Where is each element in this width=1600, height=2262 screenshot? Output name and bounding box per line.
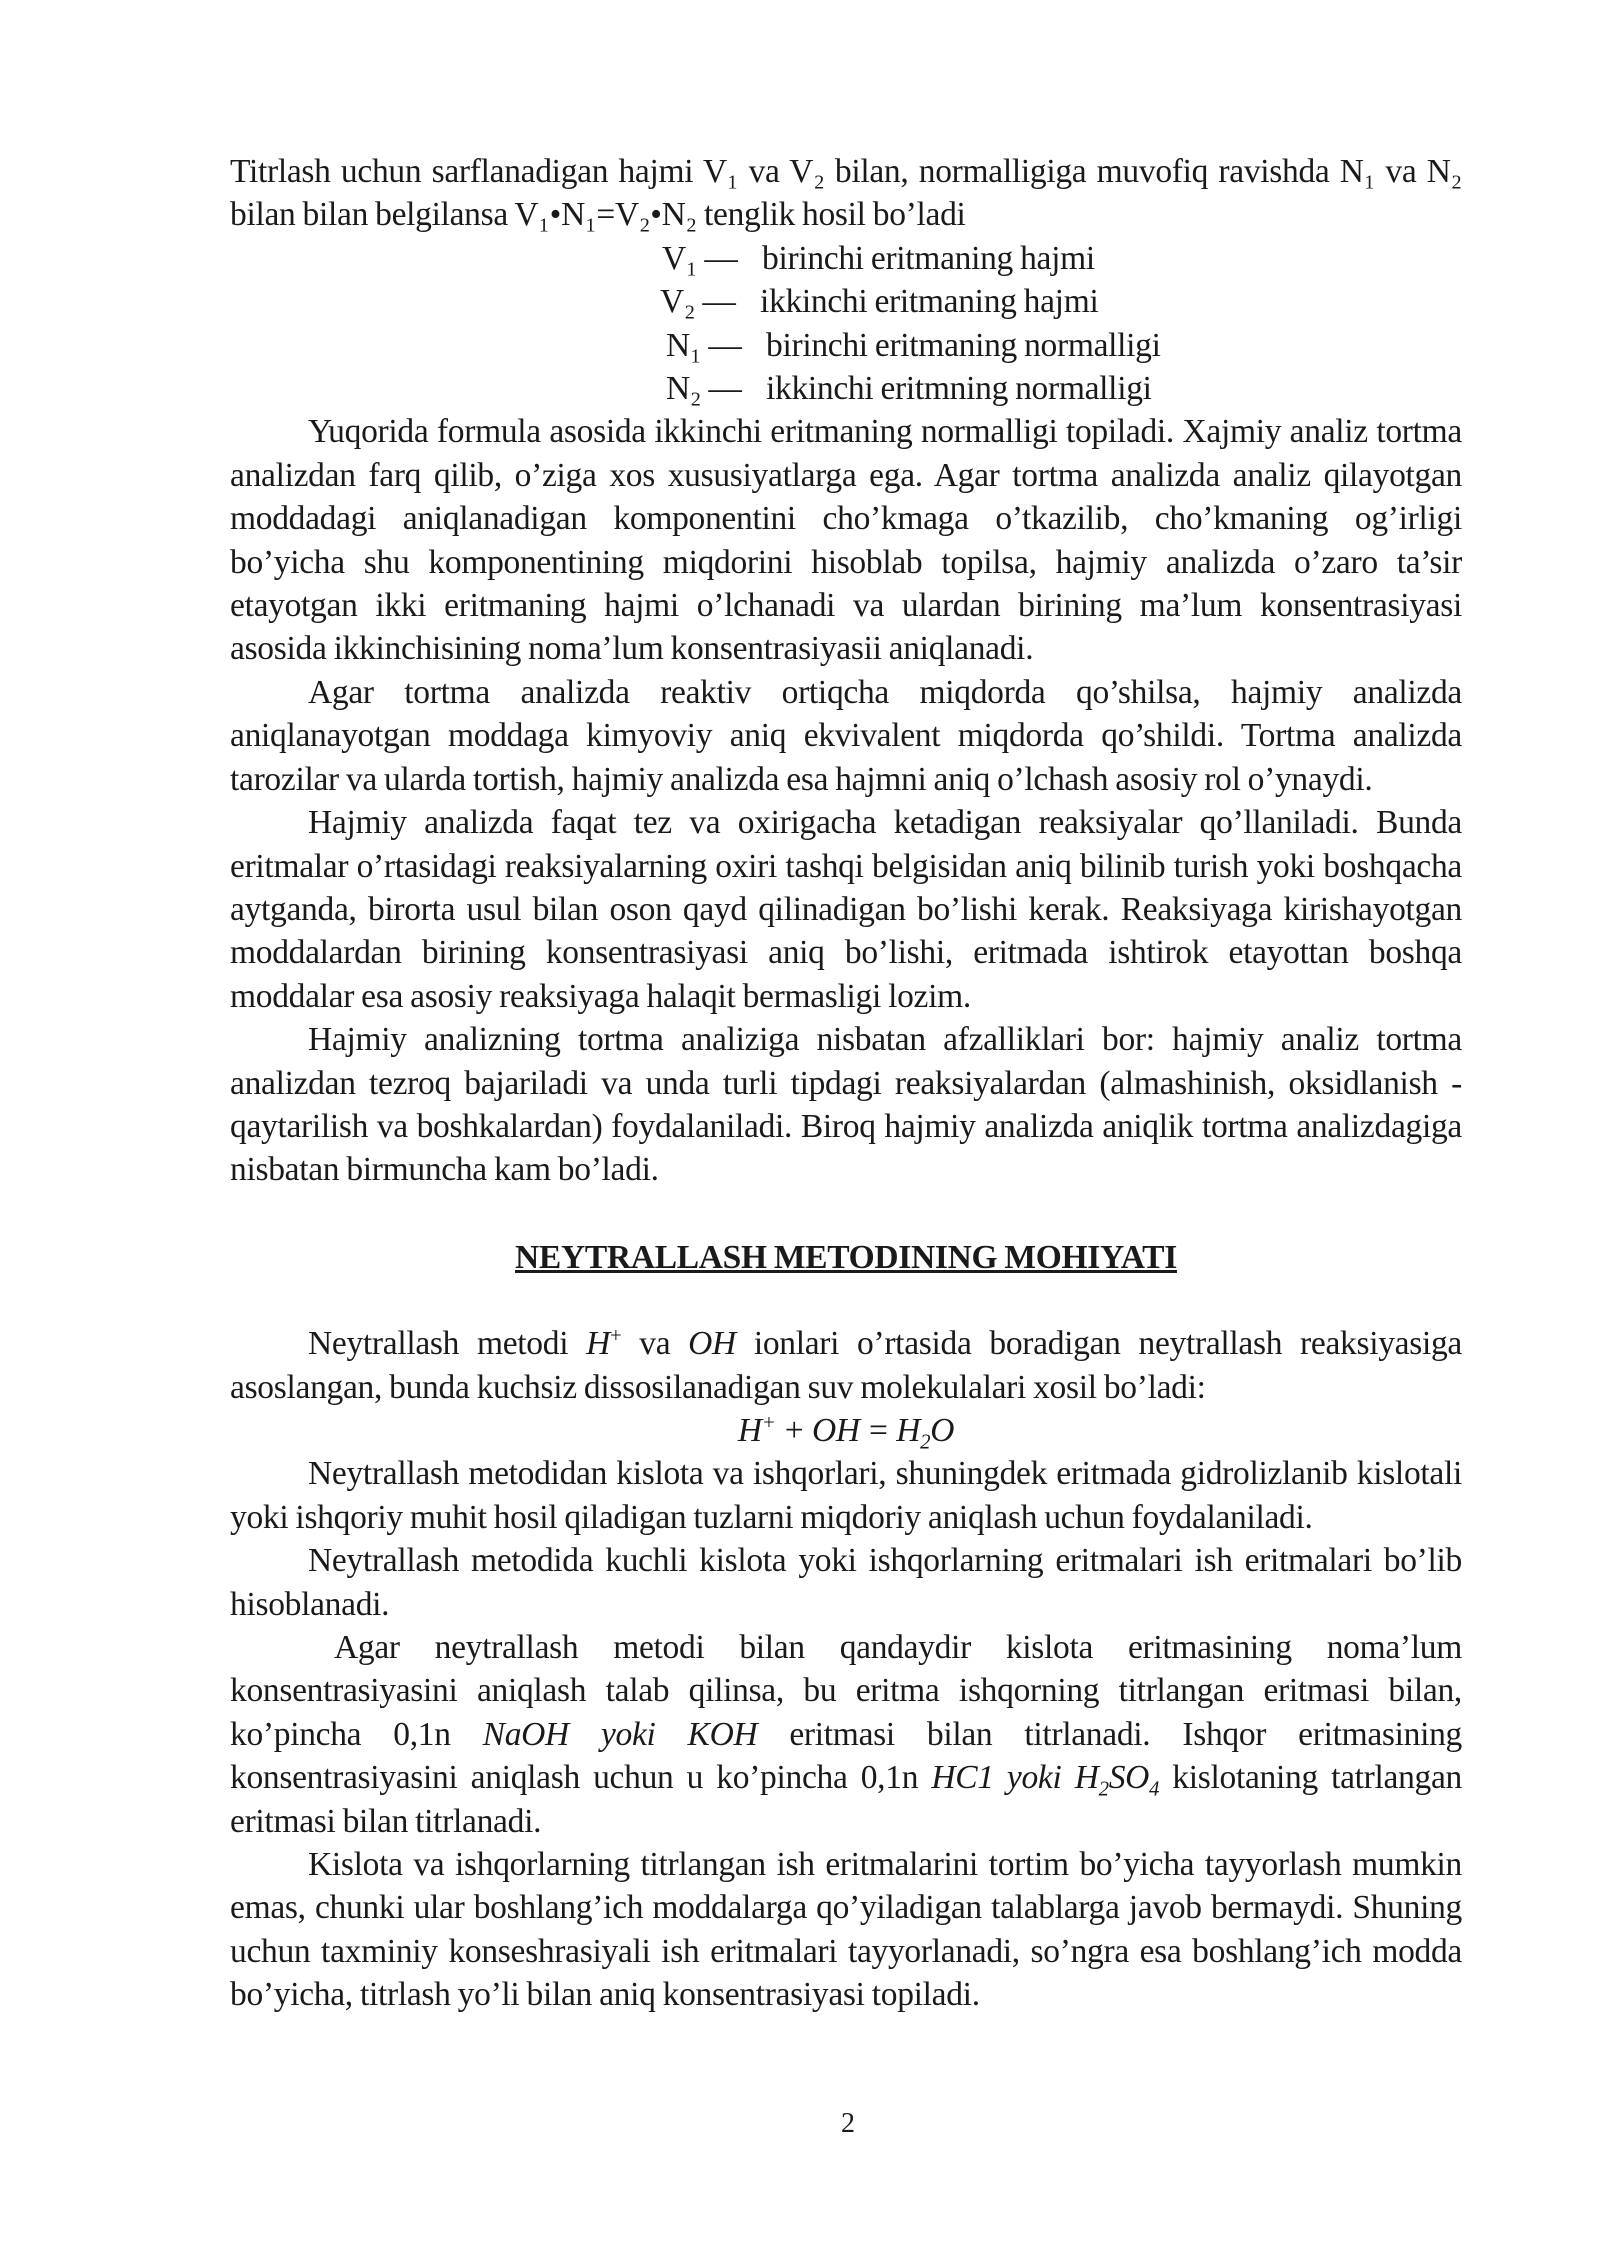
definition-symbol: V₁ — xyxy=(662,239,738,277)
text-span: va xyxy=(621,1325,689,1363)
eq-plus: + xyxy=(761,1410,776,1434)
section-paragraph: Kislota va ishqorlarning titrlangan ish eritmalarini tortim bo’yicha tayyorlash mumkin emas, chunki ular boshlang’ich moddalarga qo’yiladigan talablarga javob bermaydi. Shuning uchun taxminiy konseshrasiyali ish eritmalari tayyorlanadi, so’ngra esa boshlang’ich modda bo’yicha, titrlash yo’li bilan aniq konsentrasiyasi topiladi. xyxy=(230,1846,1462,2014)
definition-term: birinchi eritmaning hajmi xyxy=(762,239,1095,277)
definition-item xyxy=(230,280,1462,323)
section-paragraph: Neytrallash metodidan kislota va ishqorlari, shuningdek eritmada gidrolizlanib kislotali yoki ishqoriy muhit hosil qiladigan tuzlarni miqdoriy aniqlash uchun foydalaniladi. xyxy=(230,1455,1462,1536)
definition-term: ikkinchi eritmning normalligi xyxy=(766,370,1152,408)
page-number: 2 xyxy=(841,2108,855,2139)
paragraph: Hajmiy analizda faqat tez va oxirigacha ketadigan reaksiyalar qo’llaniladi. Bunda eritmalar o’rtasidagi reaksiyalarning oxiri tashqi belgisidan aniq bilinib turish yoki boshqacha aytganda, birorta usul bilan oson qayd qilinadigan bo’lishi kerak. Reaksiyaga kirishayotgan moddalardan birining konsentrasiyasi aniq bo’lishi, eritmada ishtirok etayottan boshqa moddalar esa asosiy reaksiyaga halaqit bermasligi lozim. xyxy=(230,804,1462,1015)
formula-sub: 4 xyxy=(1149,1777,1160,1801)
formula-plus: + xyxy=(609,1324,622,1347)
paragraph: Agar tortma analizda reaktiv ortiqcha miqdorda qo’shilsa, hajmiy analizda aniqlanayotgan moddaga kimyoviy aniq ekvivalent miqdorda qo’shildi. Tortma analizda tarozilar va ularda tortish, hajmiy analizda esa hajmni aniq o’lchash asosiy rol o’ynaydi. xyxy=(230,673,1462,798)
definition-symbol: N₂ — xyxy=(666,370,742,408)
formula-sub: 2 xyxy=(1098,1777,1109,1801)
definition-item xyxy=(230,324,1462,367)
definition-symbol: V₂ — xyxy=(660,283,736,321)
eq-mid: + OH = H xyxy=(775,1411,921,1449)
text-span: ionlari o’rtasida boradigan neytrallash reaksiyasiga asoslangan, bunda kuchsiz dissosilanadigan suv molekulalari xosil bo’ladi: xyxy=(230,1325,1462,1406)
text-span: Neytrallash metodi xyxy=(308,1325,587,1363)
section-paragraph: Neytrallash metodida kuchli kislota yoki ishqorlarning eritmalari ish eritmalari bo’lib hisoblanadi. xyxy=(230,1542,1462,1623)
eq-sub: 2 xyxy=(920,1430,931,1454)
intro-paragraph: Titrlash uchun sarflanadigan hajmi V₁ va V₂ bilan, normalligiga muvofiq ravishda N₁ va N₂ bilan bilan belgilansa V₁•N₁=V₂•N₂ tenglik hosil bo’ladi xyxy=(230,153,1462,234)
definition-symbol: N₁ — xyxy=(666,326,742,364)
eq-o: O xyxy=(930,1411,955,1449)
text-span: kislotaning tatrlangan eritmasi bilan titrlanadi. xyxy=(230,1759,1463,1840)
formula-so: SO xyxy=(1108,1759,1150,1797)
formula-bases: NaOH yoki KOH xyxy=(482,1715,758,1753)
paragraph: Yuqorida formula asosida ikkinchi eritmaning normalligi topiladi. Xajmiy analiz tortma analizdan farq qilib, o’ziga xos xususiyatlarga ega. Agar tortma analizda analiz qilayotgan moddadagi aniqlanadigan komponentini cho’kmaga o’tkazilib, cho’kmaning og’irligi bo’yicha shu komponentining miqdorini hisoblab topilsa, hajmiy analizda o’zaro ta’sir etayotgan ikki eritmaning hajmi o’lchanadi va ulardan birining ma’lum konsentrasiyasi asosida ikkinchisining noma’lum konsentrasiyasii aniqlanadi. xyxy=(230,413,1462,668)
text-span: eritmasi bilan titrlanadi. Ishqor eritmasining konsentrasiyasini aniqlash uchun u ko’pincha 0,1n xyxy=(230,1715,1463,1797)
definition-term: birinchi eritmaning normalligi xyxy=(766,326,1161,364)
section-paragraph xyxy=(230,1322,1462,1409)
formula-h: H xyxy=(586,1325,610,1363)
reaction-equation xyxy=(230,1409,1462,1452)
definition-item xyxy=(230,237,1462,280)
section-heading: NEYTRALLASH METODINING MOHIYATI xyxy=(515,1238,1177,1276)
definition-term: ikkinchi eritmaning hajmi xyxy=(760,283,1099,321)
eq-h: H xyxy=(737,1411,762,1449)
text-span: Agar neytrallash metodi bilan qandaydir kislota eritmasining noma’lum konsentrasiyasini aniqlash talab qilinsa, bu eritma ishqorning titrlangan eritmasi bilan, ko’pincha 0,1n xyxy=(230,1629,1462,1753)
formula-acids: HC1 yoki H xyxy=(931,1759,1099,1797)
section-paragraph xyxy=(230,1626,1462,1843)
definitions-list xyxy=(230,237,1462,411)
definition-item xyxy=(230,367,1462,410)
paragraph: Hajmiy analizning tortma analiziga nisbatan afzalliklari bor: hajmiy analiz tortma analizdan tezroq bajariladi va unda turli tipdagi reaksiyalardan (almashinish, oksidlanish - qaytarilish va boshkalardan) foydalaniladi. Biroq hajmiy analizda aniqlik tortma analizdagiga nisbatan birmuncha kam bo’ladi. xyxy=(230,1021,1462,1189)
formula-oh: OH xyxy=(688,1325,736,1363)
body-text xyxy=(230,150,1462,2017)
